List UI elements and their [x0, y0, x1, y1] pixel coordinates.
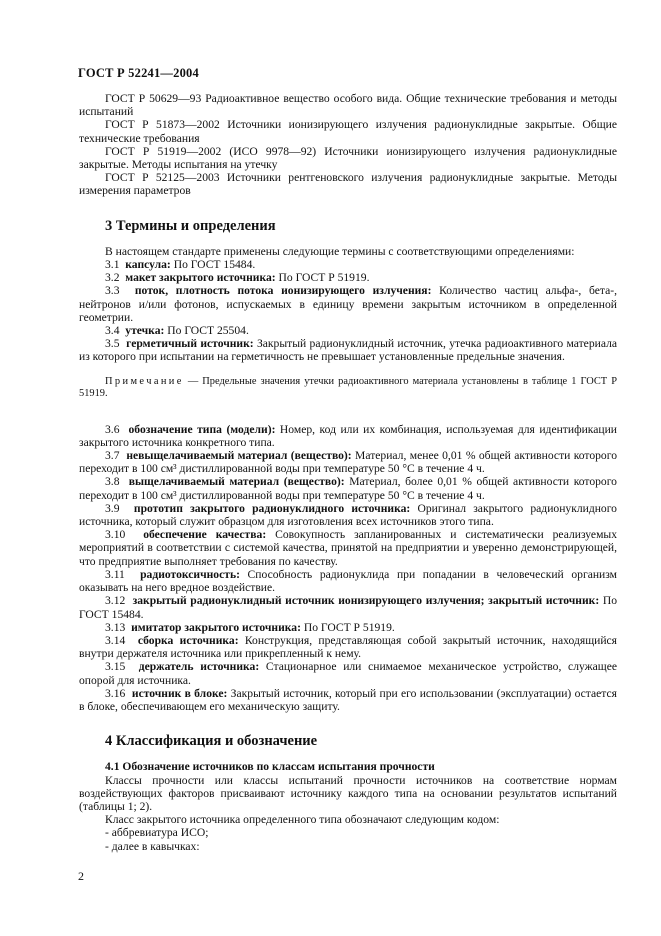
term-entry: 3.11 радиотоксичность: Способность радионуклида при попадании в человеческий организм оказывать на него вредное воздействие. [79, 567, 618, 595]
section-4-paragraph: Классы прочности или классы испытаний прочности источников на соответствие нормам воздействующих факторов присваивают источнику каждого типа на основании результатов испытаний (таблицы 1; 2). [79, 773, 617, 813]
list-item: - далее в кавычках: [105, 839, 200, 853]
section-4-heading: 4 Классификация и обозначение [105, 733, 318, 750]
term-name: держатель источника: [138, 660, 260, 674]
term-entry: 3.3 поток, плотность потока ионизирующего излучения: Количество частиц альфа-, бета-, нейтронов и/или фотонов, испускаемых в единицу времени закрытым источником в определенной геометрии. [79, 284, 617, 324]
term-entry: 3.1 капсула: По ГОСТ 15484. [105, 258, 256, 272]
term-entry: 3.16 источник в блоке: Закрытый источник, который при его использовании (эксплуатации) остается в блоке, обеспечивающем его механическую защиту. [79, 686, 617, 713]
note: Примечание — Предельные значения утечки радиоактивного материала установлены в таблице 1 ГОСТ Р 51919. [79, 375, 617, 400]
reference-item: ГОСТ Р 50629—93 Радиоактивное вещество особого вида. Общие технические требования и методы испытаний [79, 92, 617, 119]
page-content [79, 92, 617, 853]
term-name: невыщелачиваемый материал (вещество): [126, 449, 352, 463]
term-entry: 3.6 обозначение типа (модели): Номер, код или их комбинация, используемая для идентификации закрытого источника конкретного типа. [79, 422, 618, 449]
term-entry: 3.9 прототип закрытого радионуклидного источника: Оригинал закрытого радионуклидного источника, который служит образцом для изготовления всех источников этого типа. [79, 501, 617, 529]
term-name: герметичный источник: [126, 337, 254, 351]
reference-item: ГОСТ Р 51873—2002 Источники ионизирующего излучения радионуклидные закрытые. Общие технические требования [79, 118, 617, 145]
running-header: ГОСТ Р 52241—2004 [78, 66, 199, 80]
section-4-paragraph: Класс закрытого источника определенного типа обозначают следующим кодом: [105, 813, 500, 827]
term-name: имитатор закрытого источника: [131, 620, 301, 634]
term-name: радиотоксичность: [140, 567, 240, 581]
term-entry: 3.13 имитатор закрытого источника: По ГОСТ Р 51919. [105, 620, 395, 634]
reference-item: ГОСТ Р 51919—2002 (ИСО 9978—92) Источники ионизирующего излучения радионуклидные закрытые. Методы испытания на утечку [79, 144, 617, 172]
term-name: макет закрытого источника: [125, 271, 276, 285]
reference-item: ГОСТ Р 52125—2003 Источники рентгеновского излучения радионуклидные закрытые. Методы измерения параметров [79, 171, 617, 198]
section-3-intro: В настоящем стандарте применены следующие термины с соответствующими определениями: [105, 244, 575, 258]
terms-list-continued [79, 423, 617, 713]
term-entry: 3.8 выщелачиваемый материал (вещество): Материал, более 0,01 % общей активности которого переходит в 100 см³ дистиллированной воды при температуре 50 °С в течение 4 ч. [79, 475, 617, 502]
list-item: - аббревиатура ИСО; [105, 826, 209, 840]
term-entry: 3.15 держатель источника: Стационарное или снимаемое механическое устройство, служащее опорой для источника. [79, 660, 618, 687]
term-name: капсула: [125, 258, 171, 272]
section-3-heading: 3 Термины и определения [105, 217, 276, 234]
term-name: источник в блоке: [131, 686, 228, 700]
normative-references [79, 92, 617, 198]
subsection-4-1-heading: 4.1 Обозначение источников по классам испытания прочности [105, 760, 435, 774]
term-name: прототип закрытого радионуклидного источника: [133, 501, 411, 515]
note-label: Примечание [105, 375, 184, 387]
term-entry: 3.5 герметичный источник: Закрытый радионуклидный источник, утечка радиоактивного материала из которого при испытании на герметичность не превышает установленные предельные значения. [79, 337, 617, 364]
term-entry: 3.12 закрытый радионуклидный источник ионизирующего излучения; закрытый источник: По ГОСТ 15484. [79, 594, 618, 621]
page-number: 2 [78, 869, 84, 883]
term-name: обеспечение качества: [143, 528, 267, 542]
term-entry: 3.10 обеспечение качества: Совокупность запланированных и систематически реализуемых мероприятий в соответствии с системой качества, принятой на предприятии и уверенно демонстрирующей, что предприятие выполняет требования по качеству. [79, 528, 617, 568]
terms-list [79, 258, 617, 364]
term-name: сборка источника: [137, 633, 239, 647]
term-name: обозначение типа (модели): [128, 422, 276, 436]
term-entry: 3.14 сборка источника: Конструкция, представляющая собой закрытый источник, находящийся внутри держателя источника или прикрепленный к нему. [79, 633, 618, 661]
term-name: закрытый радионуклидный источник ионизирующего излучения; закрытый источник: [132, 594, 600, 608]
term-entry: 3.7 невыщелачиваемый материал (вещество): Материал, менее 0,01 % общей активности которого переходит в 100 см³ дистиллированной воды при температуре 50 °С в течение 4 ч. [79, 449, 617, 476]
term-entry: 3.4 утечка: По ГОСТ 25504. [105, 324, 249, 338]
term-name: утечка: [125, 324, 165, 338]
term-name: выщелачиваемый материал (вещество): [128, 475, 345, 489]
term-entry: 3.2 макет закрытого источника: По ГОСТ Р 51919. [105, 271, 370, 285]
term-name: поток, плотность потока ионизирующего излучения: [134, 284, 432, 298]
